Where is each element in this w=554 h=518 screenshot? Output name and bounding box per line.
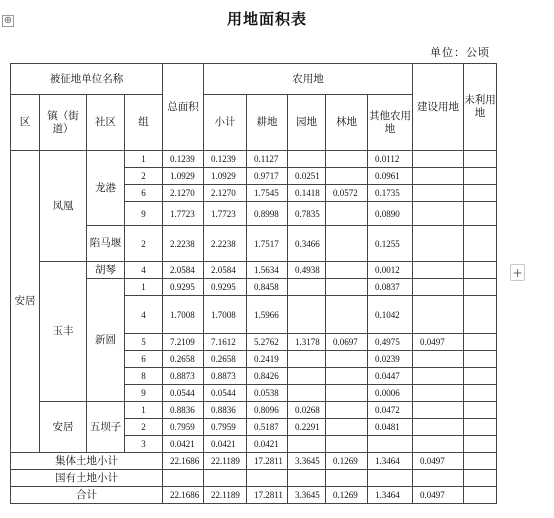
town-cell: 凤凰 — [40, 151, 87, 262]
subtotal-cell: 1.7008 — [204, 296, 247, 334]
district-cell: 安居 — [11, 151, 40, 453]
cultivated-cell: 0.8096 — [247, 402, 288, 419]
header-community: 社区 — [87, 95, 125, 151]
garden-cell — [288, 351, 326, 368]
cultivated-cell: 17.2811 — [247, 453, 288, 470]
header-district: 区 — [11, 95, 40, 151]
forest-cell — [326, 262, 368, 279]
cultivated-cell: 17.2811 — [247, 487, 288, 504]
summary-row — [11, 470, 497, 487]
cultivated-cell: 5.2762 — [247, 334, 288, 351]
unused-cell — [464, 470, 497, 487]
subtotal-cell: 0.0421 — [204, 436, 247, 453]
garden-cell: 0.0268 — [288, 402, 326, 419]
other-agri-cell: 0.0447 — [368, 368, 413, 385]
other-agri-cell: 0.0481 — [368, 419, 413, 436]
header-construction: 建设用地 — [413, 64, 464, 151]
cultivated-cell — [247, 470, 288, 487]
total-cell: 0.2658 — [163, 351, 204, 368]
group-cell: 2 — [125, 419, 163, 436]
construction-cell — [413, 419, 464, 436]
subtotal-cell: 0.8836 — [204, 402, 247, 419]
cultivated-cell: 1.7545 — [247, 185, 288, 202]
total-cell: 1.7008 — [163, 296, 204, 334]
group-cell: 6 — [125, 185, 163, 202]
other-agri-cell: 0.1255 — [368, 226, 413, 262]
forest-cell: 0.1269 — [326, 487, 368, 504]
table-body — [11, 64, 497, 504]
other-agri-cell: 0.0472 — [368, 402, 413, 419]
construction-cell — [413, 151, 464, 168]
group-cell: 4 — [125, 296, 163, 334]
unused-cell — [464, 419, 497, 436]
total-cell: 0.1239 — [163, 151, 204, 168]
unused-cell — [464, 226, 497, 262]
forest-cell — [326, 368, 368, 385]
subtotal-cell: 22.1189 — [204, 487, 247, 504]
forest-cell — [326, 296, 368, 334]
header-town: 镇（街道） — [40, 95, 87, 151]
group-cell: 8 — [125, 368, 163, 385]
total-cell: 0.8873 — [163, 368, 204, 385]
other-agri-cell: 0.0239 — [368, 351, 413, 368]
construction-cell: 0.0497 — [413, 487, 464, 504]
header-unused: 未利用地 — [464, 64, 497, 151]
garden-cell — [288, 368, 326, 385]
summary-label: 集体土地小计 — [11, 453, 163, 470]
construction-cell: 0.0497 — [413, 453, 464, 470]
subtotal-cell: 1.7723 — [204, 202, 247, 226]
total-cell: 0.8836 — [163, 402, 204, 419]
garden-cell: 3.3645 — [288, 487, 326, 504]
cultivated-cell: 0.0538 — [247, 385, 288, 402]
total-cell: 1.0929 — [163, 168, 204, 185]
forest-cell — [326, 151, 368, 168]
forest-cell — [326, 351, 368, 368]
unused-cell — [464, 185, 497, 202]
header-agri-land: 农用地 — [204, 64, 413, 95]
unused-cell — [464, 385, 497, 402]
forest-cell — [326, 402, 368, 419]
garden-cell — [288, 151, 326, 168]
forest-cell — [326, 470, 368, 487]
construction-cell — [413, 470, 464, 487]
total-cell — [163, 470, 204, 487]
cultivated-cell: 0.9717 — [247, 168, 288, 185]
group-cell: 1 — [125, 402, 163, 419]
header-other-agri: 其他农用地 — [368, 95, 413, 151]
town-cell: 安居 — [40, 402, 87, 453]
forest-cell — [326, 226, 368, 262]
construction-cell — [413, 402, 464, 419]
construction-cell — [413, 185, 464, 202]
other-agri-cell: 0.0112 — [368, 151, 413, 168]
total-cell: 2.0584 — [163, 262, 204, 279]
group-cell: 2 — [125, 168, 163, 185]
subtotal-cell: 7.1612 — [204, 334, 247, 351]
construction-cell — [413, 368, 464, 385]
subtotal-cell: 0.8873 — [204, 368, 247, 385]
forest-cell — [326, 419, 368, 436]
unused-cell — [464, 151, 497, 168]
total-cell: 22.1686 — [163, 453, 204, 470]
other-agri-cell: 0.0961 — [368, 168, 413, 185]
forest-cell: 0.0572 — [326, 185, 368, 202]
other-agri-cell: 0.1735 — [368, 185, 413, 202]
forest-cell: 0.0697 — [326, 334, 368, 351]
total-cell: 0.9295 — [163, 279, 204, 296]
garden-cell — [288, 470, 326, 487]
construction-cell — [413, 436, 464, 453]
community-cell: 陷马堰 — [87, 226, 125, 262]
group-cell: 2 — [125, 226, 163, 262]
unused-cell — [464, 487, 497, 504]
community-cell: 龙港 — [87, 151, 125, 226]
page-title: 用地面积表 — [226, 10, 307, 28]
other-agri-cell: 0.1042 — [368, 296, 413, 334]
cultivated-cell: 0.2419 — [247, 351, 288, 368]
garden-cell — [288, 385, 326, 402]
construction-cell — [413, 168, 464, 185]
other-agri-cell: 0.4975 — [368, 334, 413, 351]
garden-cell — [288, 436, 326, 453]
community-cell: 胡琴 — [87, 262, 125, 279]
subtotal-cell — [204, 470, 247, 487]
construction-cell — [413, 385, 464, 402]
other-agri-cell: 0.0006 — [368, 385, 413, 402]
subtotal-cell: 0.7959 — [204, 419, 247, 436]
community-cell: 新圆 — [87, 279, 125, 402]
cultivated-cell: 0.0421 — [247, 436, 288, 453]
unused-cell — [464, 436, 497, 453]
table-row — [11, 402, 497, 419]
subtotal-cell: 0.1239 — [204, 151, 247, 168]
other-agri-cell: 0.0012 — [368, 262, 413, 279]
summary-label: 国有土地小计 — [11, 470, 163, 487]
subtotal-cell: 0.9295 — [204, 279, 247, 296]
total-cell: 0.0421 — [163, 436, 204, 453]
total-cell: 22.1686 — [163, 487, 204, 504]
group-cell: 9 — [125, 385, 163, 402]
other-agri-cell — [368, 470, 413, 487]
table-row — [11, 151, 497, 168]
cultivated-cell: 0.8426 — [247, 368, 288, 385]
garden-cell: 0.4938 — [288, 262, 326, 279]
cultivated-cell: 1.5634 — [247, 262, 288, 279]
header-forest: 林地 — [326, 95, 368, 151]
header-subtotal: 小计 — [204, 95, 247, 151]
group-cell: 6 — [125, 351, 163, 368]
construction-cell — [413, 351, 464, 368]
header-total-area: 总面积 — [163, 64, 204, 151]
forest-cell — [326, 202, 368, 226]
unused-cell — [464, 262, 497, 279]
subtotal-cell: 2.0584 — [204, 262, 247, 279]
construction-cell — [413, 296, 464, 334]
unused-cell — [464, 168, 497, 185]
forest-cell — [326, 279, 368, 296]
group-cell: 1 — [125, 279, 163, 296]
garden-cell: 0.1418 — [288, 185, 326, 202]
forest-cell — [326, 436, 368, 453]
subtotal-cell: 2.2238 — [204, 226, 247, 262]
total-cell: 0.0544 — [163, 385, 204, 402]
construction-cell — [413, 262, 464, 279]
header-group: 组 — [125, 95, 163, 151]
total-cell: 7.2109 — [163, 334, 204, 351]
total-cell: 1.7723 — [163, 202, 204, 226]
garden-cell — [288, 279, 326, 296]
summary-row — [11, 453, 497, 470]
cultivated-cell: 1.5966 — [247, 296, 288, 334]
construction-cell — [413, 226, 464, 262]
table-move-handle-icon[interactable]: ⊕ — [3, 15, 13, 26]
group-cell: 4 — [125, 262, 163, 279]
total-cell: 2.1270 — [163, 185, 204, 202]
total-cell: 0.7959 — [163, 419, 204, 436]
garden-cell — [288, 296, 326, 334]
unused-cell — [464, 202, 497, 226]
garden-cell: 1.3178 — [288, 334, 326, 351]
summary-label: 合计 — [11, 487, 163, 504]
subtotal-cell: 22.1189 — [204, 453, 247, 470]
other-agri-cell: 0.0837 — [368, 279, 413, 296]
forest-cell — [326, 168, 368, 185]
cultivated-cell: 0.5187 — [247, 419, 288, 436]
land-area-table — [10, 63, 497, 504]
total-cell: 2.2238 — [163, 226, 204, 262]
other-agri-cell: 0.0890 — [368, 202, 413, 226]
unused-cell — [464, 402, 497, 419]
garden-cell: 3.3645 — [288, 453, 326, 470]
cultivated-cell: 0.1127 — [247, 151, 288, 168]
garden-cell: 0.2291 — [288, 419, 326, 436]
forest-cell — [326, 385, 368, 402]
group-cell: 5 — [125, 334, 163, 351]
community-cell: 五坝子 — [87, 402, 125, 453]
garden-cell: 0.7835 — [288, 202, 326, 226]
group-cell: 1 — [125, 151, 163, 168]
unused-cell — [464, 296, 497, 334]
construction-cell — [413, 202, 464, 226]
unused-cell — [464, 453, 497, 470]
construction-cell: 0.0497 — [413, 334, 464, 351]
unused-cell — [464, 334, 497, 351]
subtotal-cell: 2.1270 — [204, 185, 247, 202]
construction-cell — [413, 279, 464, 296]
subtotal-cell: 1.0929 — [204, 168, 247, 185]
other-agri-cell: 1.3464 — [368, 453, 413, 470]
garden-cell: 0.0251 — [288, 168, 326, 185]
header-cultivated: 耕地 — [247, 95, 288, 151]
group-cell: 9 — [125, 202, 163, 226]
header-unit-name: 被征地单位名称 — [11, 64, 163, 95]
header-garden: 园地 — [288, 95, 326, 151]
town-cell: 玉丰 — [40, 262, 87, 402]
other-agri-cell — [368, 436, 413, 453]
subtotal-cell: 0.0544 — [204, 385, 247, 402]
summary-row — [11, 487, 497, 504]
cultivated-cell: 0.8458 — [247, 279, 288, 296]
subtotal-cell: 0.2658 — [204, 351, 247, 368]
forest-cell: 0.1269 — [326, 453, 368, 470]
add-row-icon[interactable]: + — [510, 264, 525, 281]
table-row — [11, 262, 497, 279]
cultivated-cell: 0.8998 — [247, 202, 288, 226]
cultivated-cell: 1.7517 — [247, 226, 288, 262]
garden-cell: 0.3466 — [288, 226, 326, 262]
group-cell: 3 — [125, 436, 163, 453]
other-agri-cell: 1.3464 — [368, 487, 413, 504]
unused-cell — [464, 279, 497, 296]
unused-cell — [464, 351, 497, 368]
unit-label: 单位：公顷 — [430, 46, 490, 59]
unused-cell — [464, 368, 497, 385]
